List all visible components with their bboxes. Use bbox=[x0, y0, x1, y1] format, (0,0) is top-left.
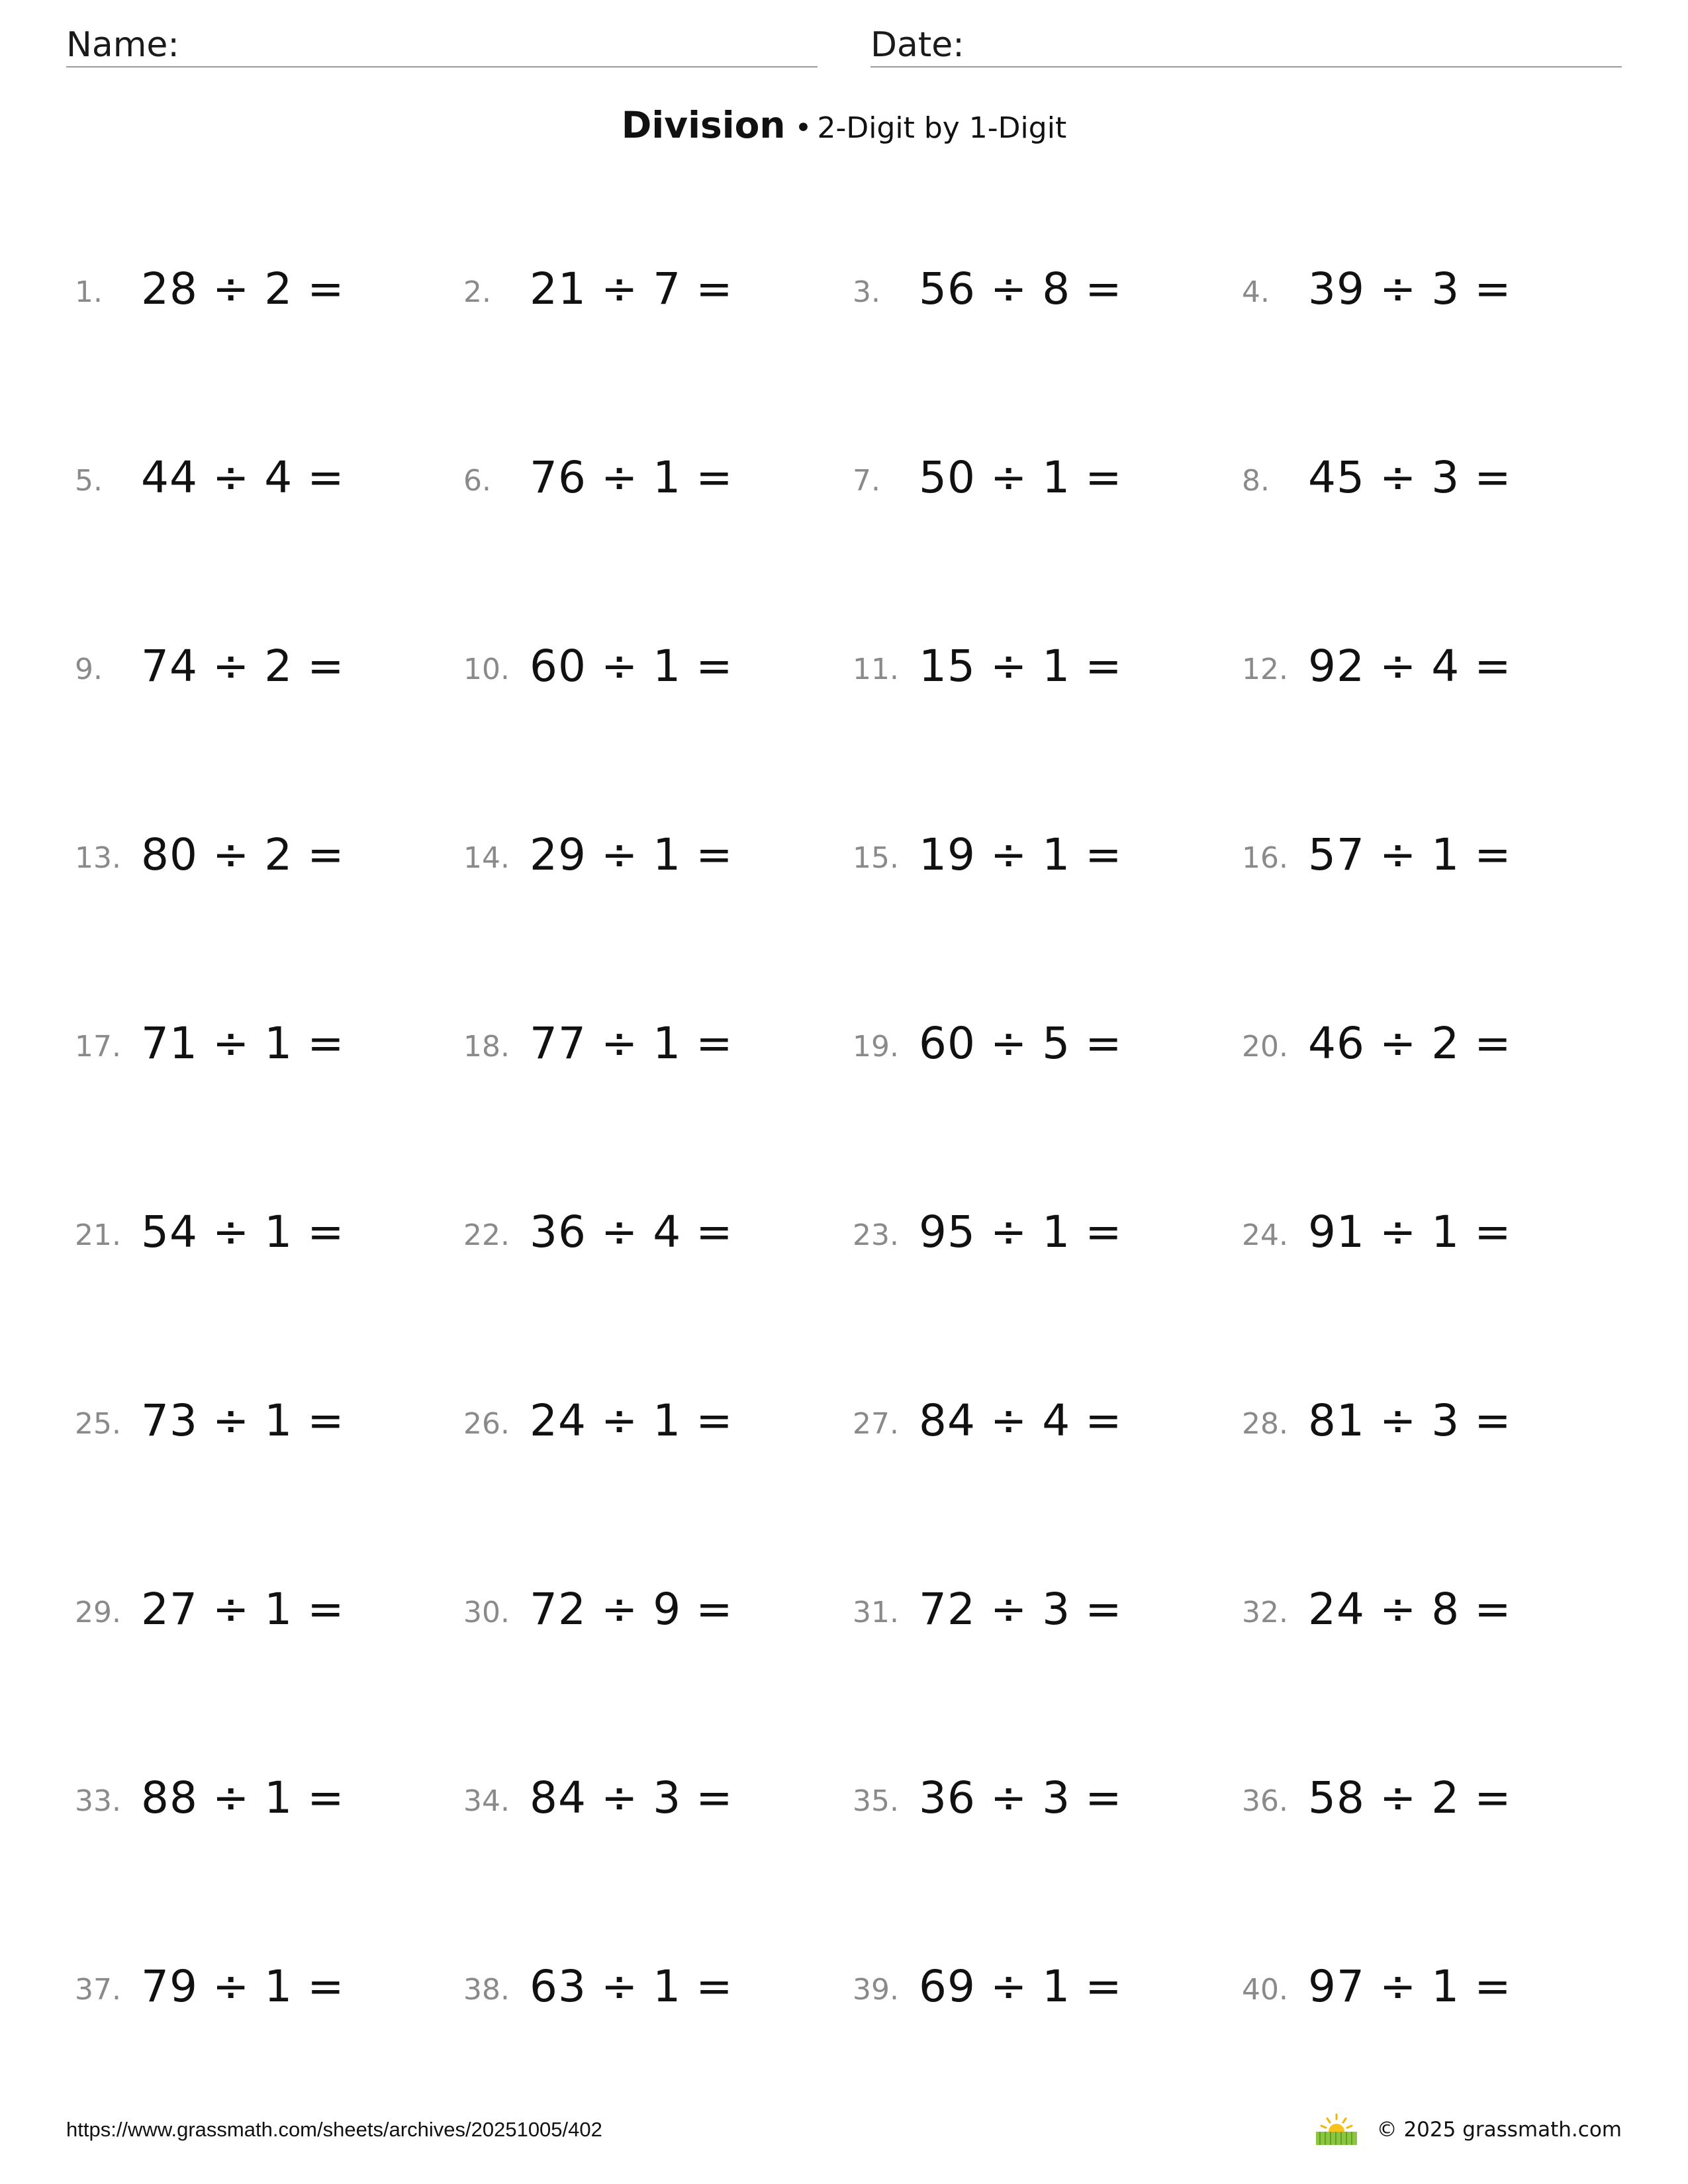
problem-number: 36. bbox=[1242, 1784, 1288, 1818]
problem-expression: 60 ÷ 1 = bbox=[530, 641, 733, 692]
problem-number: 33. bbox=[75, 1784, 121, 1818]
problem-number: 14. bbox=[463, 841, 510, 875]
problem-number: 21. bbox=[75, 1218, 121, 1252]
problem-number: 9. bbox=[75, 653, 103, 686]
problem-number: 4. bbox=[1242, 275, 1270, 309]
problem-expression: 91 ÷ 1 = bbox=[1308, 1206, 1512, 1257]
problem-expression: 15 ÷ 1 = bbox=[919, 641, 1123, 692]
problem-number: 6. bbox=[463, 464, 491, 498]
problem-number: 39. bbox=[853, 1973, 899, 2007]
problem-number: 34. bbox=[463, 1784, 510, 1818]
problem-expression: 74 ÷ 2 = bbox=[141, 641, 345, 692]
problem-number: 10. bbox=[463, 653, 510, 686]
footer-url[interactable]: https://www.grassmath.com/sheets/archives/20251005/402 bbox=[66, 2118, 602, 2141]
problem-number: 23. bbox=[853, 1218, 899, 1252]
problem-expression: 92 ÷ 4 = bbox=[1308, 641, 1512, 692]
problem-expression: 73 ÷ 1 = bbox=[141, 1395, 345, 1446]
problem-expression: 54 ÷ 1 = bbox=[141, 1206, 345, 1257]
problem-number: 38. bbox=[463, 1973, 510, 2007]
problem-number: 5. bbox=[75, 464, 103, 498]
problem-expression: 50 ÷ 1 = bbox=[919, 452, 1123, 503]
problem-number: 31. bbox=[853, 1596, 899, 1629]
problem-expression: 84 ÷ 4 = bbox=[919, 1395, 1123, 1446]
problem-number: 28. bbox=[1242, 1407, 1288, 1441]
problem-expression: 24 ÷ 8 = bbox=[1308, 1584, 1512, 1635]
problem-expression: 36 ÷ 4 = bbox=[530, 1206, 733, 1257]
problem-number: 25. bbox=[75, 1407, 121, 1441]
problem-expression: 28 ÷ 2 = bbox=[141, 263, 345, 314]
problem-number: 8. bbox=[1242, 464, 1270, 498]
problem-number: 22. bbox=[463, 1218, 510, 1252]
problem-expression: 58 ÷ 2 = bbox=[1308, 1772, 1512, 1823]
date-label: Date: bbox=[870, 25, 964, 65]
problem-number: 30. bbox=[463, 1596, 510, 1629]
problem-number: 19. bbox=[853, 1030, 899, 1064]
problem-expression: 39 ÷ 3 = bbox=[1308, 263, 1512, 314]
problem-expression: 76 ÷ 1 = bbox=[530, 452, 733, 503]
problem-expression: 57 ÷ 1 = bbox=[1308, 829, 1512, 880]
problem-number: 7. bbox=[853, 464, 880, 498]
problem-number: 1. bbox=[75, 275, 103, 309]
problem-number: 17. bbox=[75, 1030, 121, 1064]
problem-expression: 80 ÷ 2 = bbox=[141, 829, 345, 880]
title-subtitle: 2-Digit by 1-Digit bbox=[817, 111, 1067, 145]
problem-number: 40. bbox=[1242, 1973, 1288, 2007]
problem-number: 18. bbox=[463, 1030, 510, 1064]
problem-expression: 81 ÷ 3 = bbox=[1308, 1395, 1512, 1446]
problem-expression: 19 ÷ 1 = bbox=[919, 829, 1123, 880]
problem-number: 29. bbox=[75, 1596, 121, 1629]
problem-expression: 27 ÷ 1 = bbox=[141, 1584, 345, 1635]
problem-number: 20. bbox=[1242, 1030, 1288, 1064]
copyright-text: © 2025 grassmath.com bbox=[1376, 2117, 1622, 2142]
title-separator: • bbox=[794, 111, 812, 145]
footer-brand bbox=[1315, 2111, 1622, 2148]
problem-expression: 88 ÷ 1 = bbox=[141, 1772, 345, 1823]
problem-expression: 79 ÷ 1 = bbox=[141, 1961, 345, 2012]
problem-number: 12. bbox=[1242, 653, 1288, 686]
problem-expression: 84 ÷ 3 = bbox=[530, 1772, 733, 1823]
problem-expression: 44 ÷ 4 = bbox=[141, 452, 345, 503]
problem-number: 11. bbox=[853, 653, 899, 686]
problem-expression: 97 ÷ 1 = bbox=[1308, 1961, 1512, 2012]
worksheet-title bbox=[0, 104, 1688, 146]
problem-expression: 69 ÷ 1 = bbox=[919, 1961, 1123, 2012]
problem-number: 24. bbox=[1242, 1218, 1288, 1252]
problem-expression: 60 ÷ 5 = bbox=[919, 1018, 1123, 1069]
problem-number: 15. bbox=[853, 841, 899, 875]
name-field[interactable] bbox=[66, 23, 818, 68]
problem-number: 13. bbox=[75, 841, 121, 875]
problem-expression: 46 ÷ 2 = bbox=[1308, 1018, 1512, 1069]
problem-expression: 45 ÷ 3 = bbox=[1308, 452, 1512, 503]
sun-over-grass-icon bbox=[1315, 2113, 1358, 2146]
problem-expression: 24 ÷ 1 = bbox=[530, 1395, 733, 1446]
problem-number: 27. bbox=[853, 1407, 899, 1441]
problem-expression: 56 ÷ 8 = bbox=[919, 263, 1123, 314]
title-main: Division bbox=[621, 104, 786, 146]
problem-expression: 95 ÷ 1 = bbox=[919, 1206, 1123, 1257]
problem-number: 2. bbox=[463, 275, 491, 309]
problem-number: 26. bbox=[463, 1407, 510, 1441]
problem-number: 3. bbox=[853, 275, 880, 309]
problem-expression: 77 ÷ 1 = bbox=[530, 1018, 733, 1069]
problem-expression: 63 ÷ 1 = bbox=[530, 1961, 733, 2012]
problem-number: 32. bbox=[1242, 1596, 1288, 1629]
problem-expression: 71 ÷ 1 = bbox=[141, 1018, 345, 1069]
problem-expression: 72 ÷ 3 = bbox=[919, 1584, 1123, 1635]
problem-expression: 29 ÷ 1 = bbox=[530, 829, 733, 880]
name-label: Name: bbox=[66, 25, 179, 65]
date-field[interactable] bbox=[870, 23, 1622, 68]
problem-number: 37. bbox=[75, 1973, 121, 2007]
problem-expression: 21 ÷ 7 = bbox=[530, 263, 733, 314]
problem-expression: 72 ÷ 9 = bbox=[530, 1584, 733, 1635]
problem-expression: 36 ÷ 3 = bbox=[919, 1772, 1123, 1823]
problem-number: 35. bbox=[853, 1784, 899, 1818]
problem-number: 16. bbox=[1242, 841, 1288, 875]
